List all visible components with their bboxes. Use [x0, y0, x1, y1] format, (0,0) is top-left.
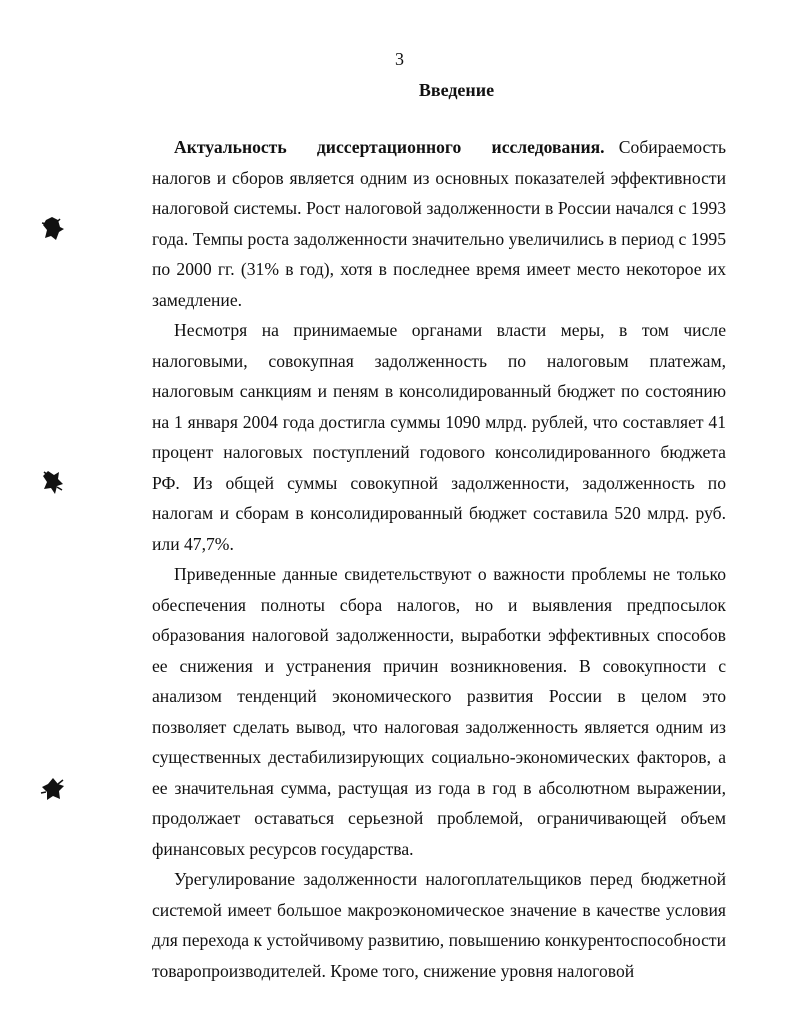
page-number: 3	[395, 49, 404, 69]
paragraph-importance	[152, 559, 726, 864]
page-title: Введение	[418, 80, 495, 100]
paragraph-lead: Актуальность диссертационного исследования.	[174, 137, 605, 157]
paragraph-text: Собираемость налогов и сборов является одним из основных показателей эффективности налоговой системы. Рост налоговой задолженности в России начался с 1993 года. Темпы роста задолженности значительно увеличились в период с 1995 по 2000 гг. (31% в год), хотя в последнее время имеет место некоторое их замедление.	[152, 137, 726, 310]
paragraph-text: Урегулирование задолженности налогоплательщиков перед бюджетной системой имеет большое макроэкономическое значение в качестве условия для перехода к устойчивому развитию, повышению конкурентоспособности товаропроизводителей. Кроме того, снижение уровня налоговой	[152, 869, 726, 981]
binding-hole-mark-icon	[38, 467, 68, 497]
paragraph-text: Несмотря на принимаемые органами власти меры, в том числе налоговыми, совокупная задолженность по налоговым платежам, налоговым санкциям и пеням в консолидированный бюджет по состоянию на 1 января 2004 года достигла суммы 1090 млрд. рублей, что составляет 41 процент налоговых поступлений годового консолидированного бюджета РФ. Из общей суммы совокупной задолженности, задолженность по налогам и сборам в консолидированный бюджет составила 520 млрд. руб. или 47,7%.	[152, 320, 726, 554]
paragraph-relevance	[152, 132, 726, 315]
paragraph-debt-total	[152, 315, 726, 559]
paragraph-regulation	[152, 864, 726, 986]
binding-hole-mark-icon	[38, 775, 68, 805]
document-body	[152, 132, 726, 986]
binding-hole-mark-icon	[38, 214, 68, 244]
paragraph-text: Приведенные данные свидетельствуют о важности проблемы не только обеспечения полноты сбора налогов, но и выявления предпосылок образования налоговой задолженности, выработки эффективных способов ее снижения и устранения причин возникновения. В совокупности с анализом тенденций экономического развития России в целом это позволяет сделать вывод, что налоговая задолженность является одним из существенных дестабилизирующих социально-экономических факторов, а ее значительная сумма, растущая из года в год в абсолютном выражении, продолжает оставаться серьезной проблемой, ограничивающей объем финансовых ресурсов государства.	[152, 564, 726, 859]
